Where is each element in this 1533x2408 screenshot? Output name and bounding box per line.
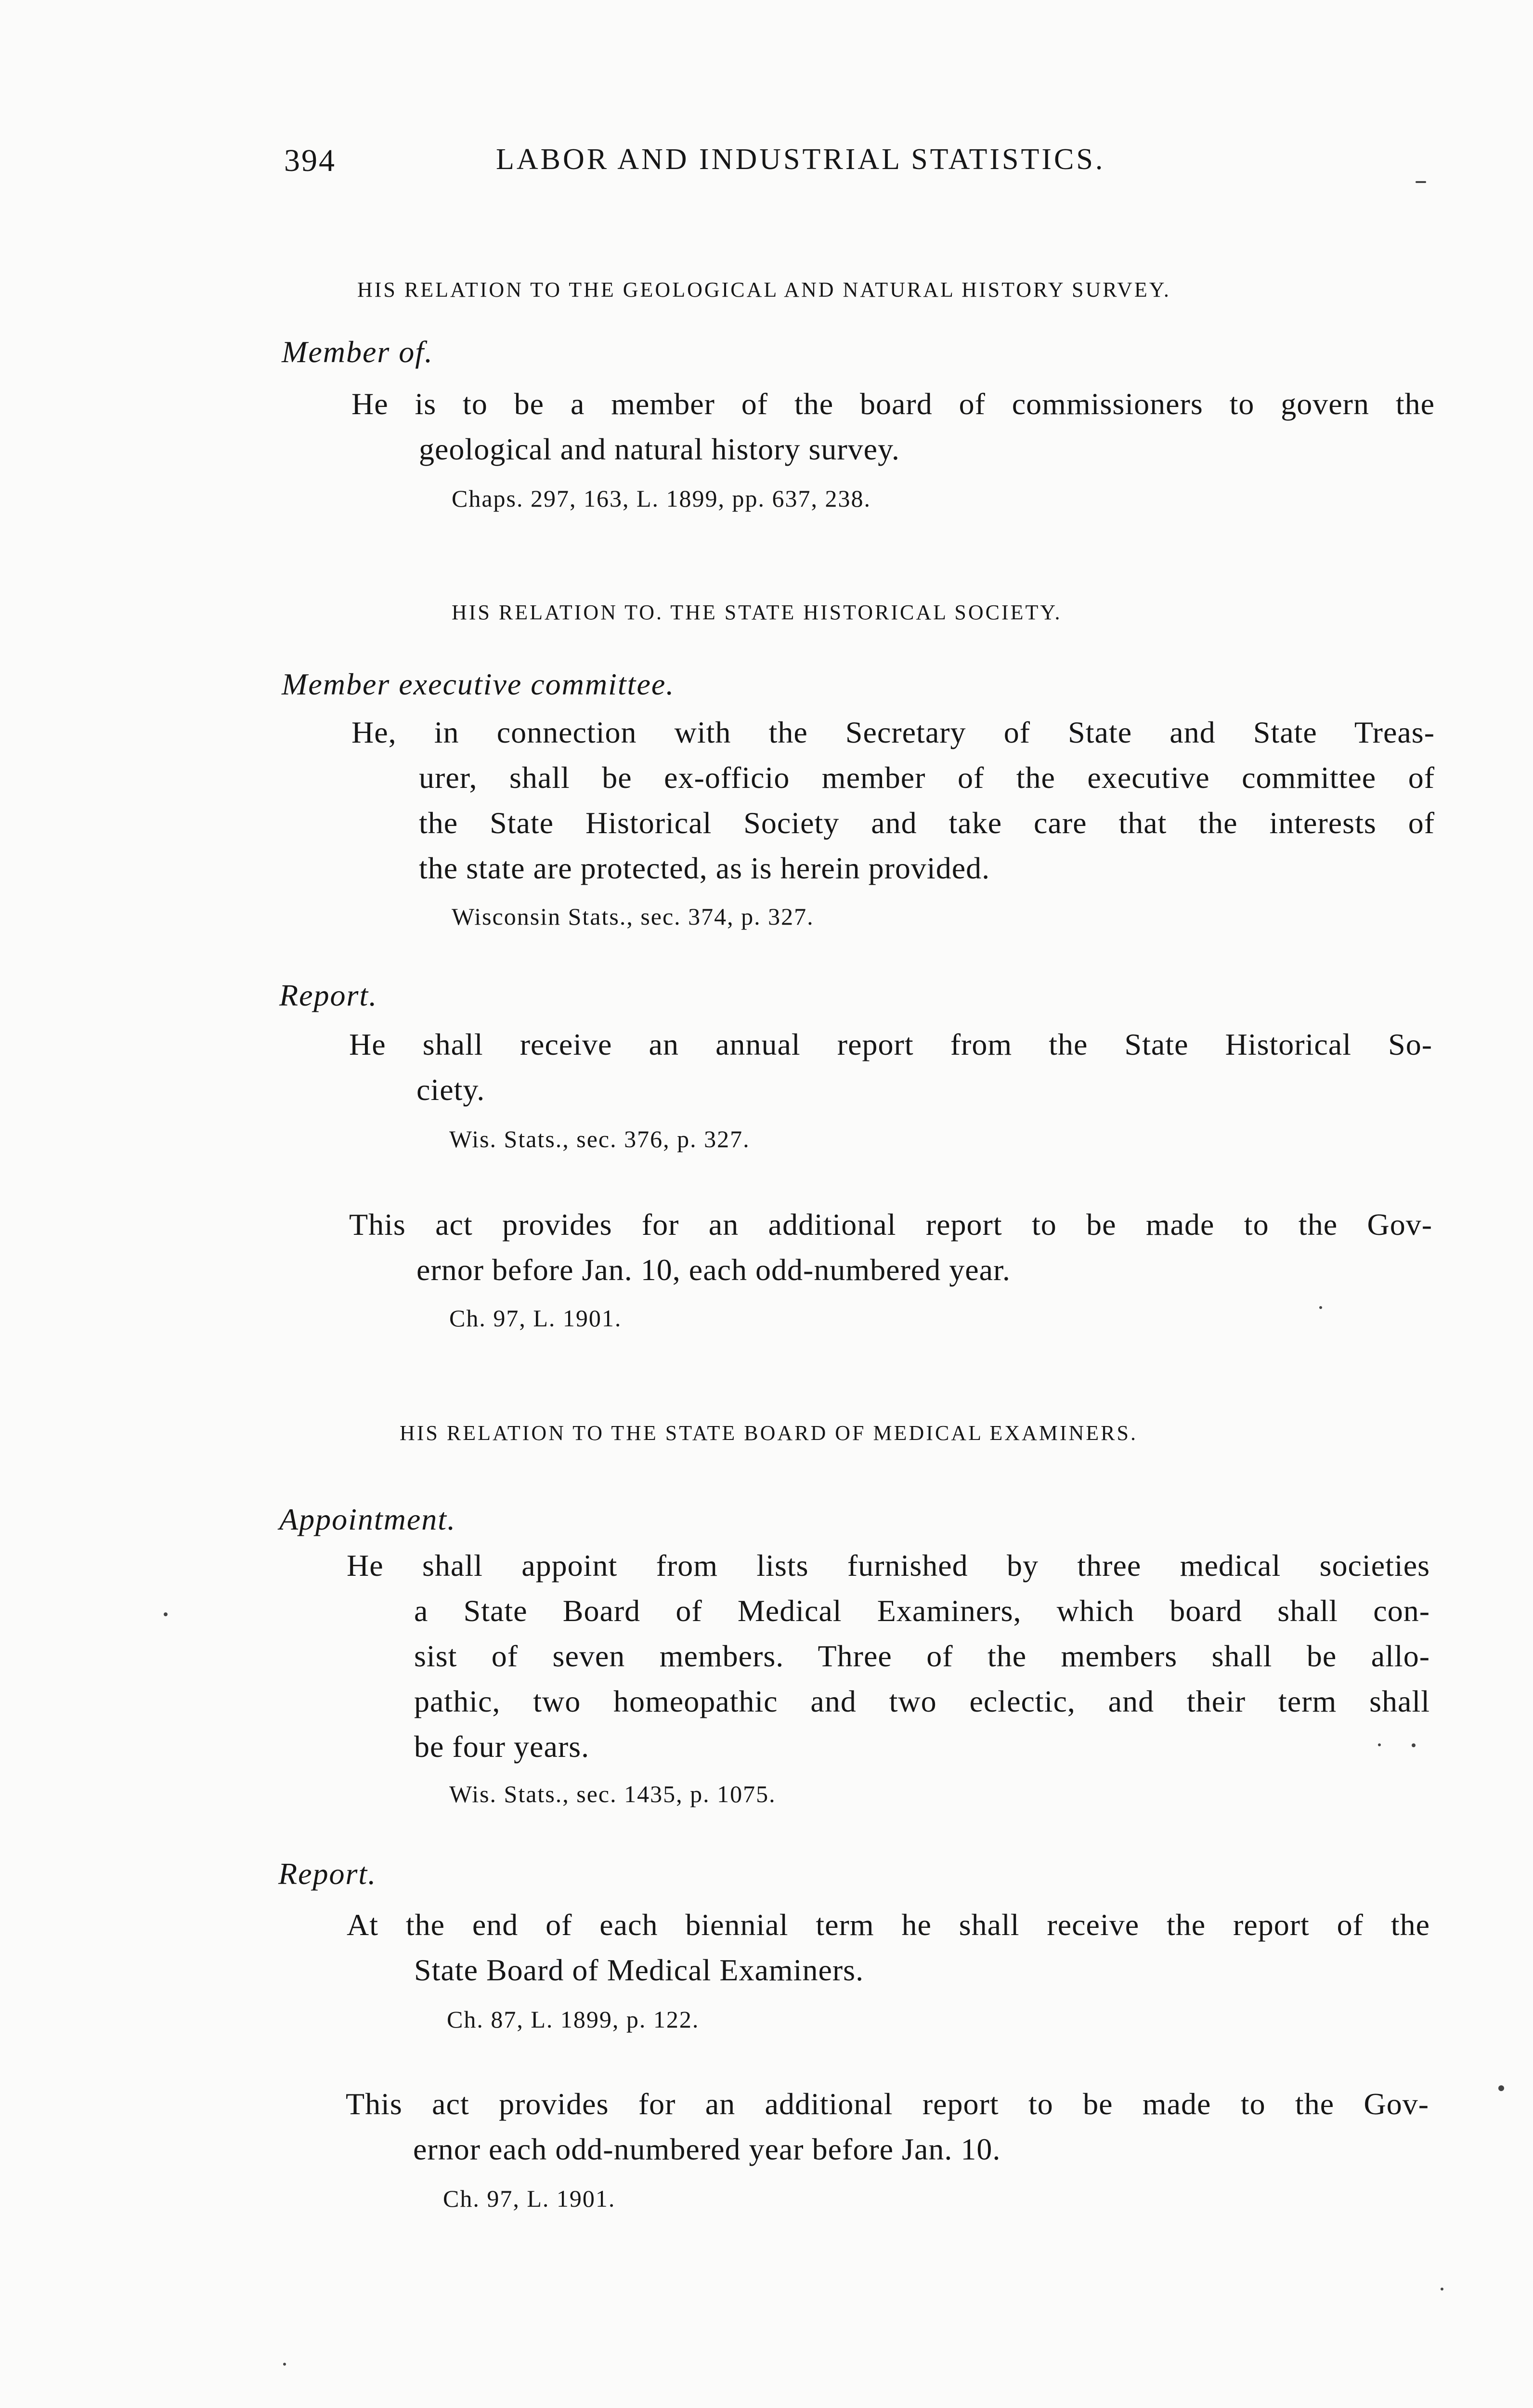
scan-speck: [1378, 1743, 1381, 1746]
text-line: This act provides for an additional report to be made to the Gov-: [346, 2087, 1429, 2121]
entry-text-member-executive-committee: [351, 710, 1435, 891]
entry-text-additional-report: [346, 2081, 1429, 2172]
section-heading-historical-society: HIS RELATION TO. THE STATE HISTORICAL SOCIETY.: [452, 601, 1062, 624]
section-heading-medical-examiners: HIS RELATION TO THE STATE BOARD OF MEDICAL EXAMINERS.: [400, 1421, 1138, 1445]
page-header: [284, 143, 1440, 191]
scan-speck: [1319, 1306, 1322, 1309]
entry-text-report: [349, 1022, 1432, 1112]
entry-label-member-executive-committee: Member executive committee.: [282, 667, 675, 701]
text-line: He, in connection with the Secretary of State and State Treas-: [351, 715, 1435, 749]
entry-label-report: Report.: [279, 978, 378, 1012]
text-line: a State Board of Medical Examiners, which board shall con-: [414, 1594, 1430, 1628]
text-line: pathic, two homeopathic and two eclectic, and their term shall: [414, 1684, 1430, 1718]
citation: Wis. Stats., sec. 1435, p. 1075.: [449, 1780, 776, 1807]
entry-label-appointment: Appointment.: [279, 1502, 456, 1536]
entry-text-member-of: [351, 381, 1435, 472]
text-line: sist of seven members. Three of the members shall be allo-: [414, 1639, 1430, 1673]
text-line: ernor each odd-numbered year before Jan. 10.: [413, 2132, 1001, 2166]
entry-label-member-of: Member of.: [282, 335, 434, 369]
scan-speck: [1441, 2288, 1443, 2290]
entry-label-report: Report.: [278, 1857, 377, 1891]
text-line: the state are protected, as is herein provided.: [419, 851, 990, 885]
text-line: the State Historical Society and take care that the interests of: [419, 806, 1435, 840]
text-line: ciety.: [416, 1073, 485, 1107]
text-line: geological and natural history survey.: [419, 432, 900, 466]
text-line: He shall appoint from lists furnished by three medical societies: [347, 1548, 1430, 1583]
scan-speck: [1498, 2085, 1504, 2091]
text-line: be four years.: [414, 1729, 590, 1764]
scan-speck: [1416, 181, 1426, 183]
scan-speck: [283, 2363, 286, 2366]
page-number: 394: [284, 143, 336, 178]
text-line: He is to be a member of the board of commissioners to govern the: [351, 387, 1435, 421]
text-line: ernor before Jan. 10, each odd-numbered year.: [416, 1253, 1011, 1287]
citation: Ch. 87, L. 1899, p. 122.: [447, 2006, 700, 2033]
entry-text-report: [347, 1902, 1430, 1993]
citation: Ch. 97, L. 1901.: [443, 2185, 616, 2212]
text-line: At the end of each biennial term he shall receive the report of the: [347, 1908, 1430, 1942]
entry-text-appointment: [347, 1543, 1430, 1769]
text-line: He shall receive an annual report from the State Historical So-: [349, 1027, 1432, 1061]
running-head: LABOR AND INDUSTRIAL STATISTICS.: [496, 143, 1105, 176]
citation: Wis. Stats., sec. 376, p. 327.: [449, 1125, 750, 1152]
citation: Chaps. 297, 163, L. 1899, pp. 637, 238.: [452, 485, 871, 512]
entry-text-additional-report: [349, 1202, 1432, 1293]
citation: Ch. 97, L. 1901.: [449, 1305, 622, 1332]
text-line: State Board of Medical Examiners.: [414, 1953, 864, 1987]
text-line: This act provides for an additional report to be made to the Gov-: [349, 1207, 1432, 1242]
citation: Wisconsin Stats., sec. 374, p. 327.: [452, 903, 814, 930]
section-heading-geological-survey: HIS RELATION TO THE GEOLOGICAL AND NATURAL HISTORY SURVEY.: [357, 278, 1171, 301]
scan-speck: [164, 1612, 168, 1616]
text-line: urer, shall be ex-officio member of the executive committee of: [419, 760, 1435, 795]
scan-speck: [1412, 1743, 1416, 1747]
